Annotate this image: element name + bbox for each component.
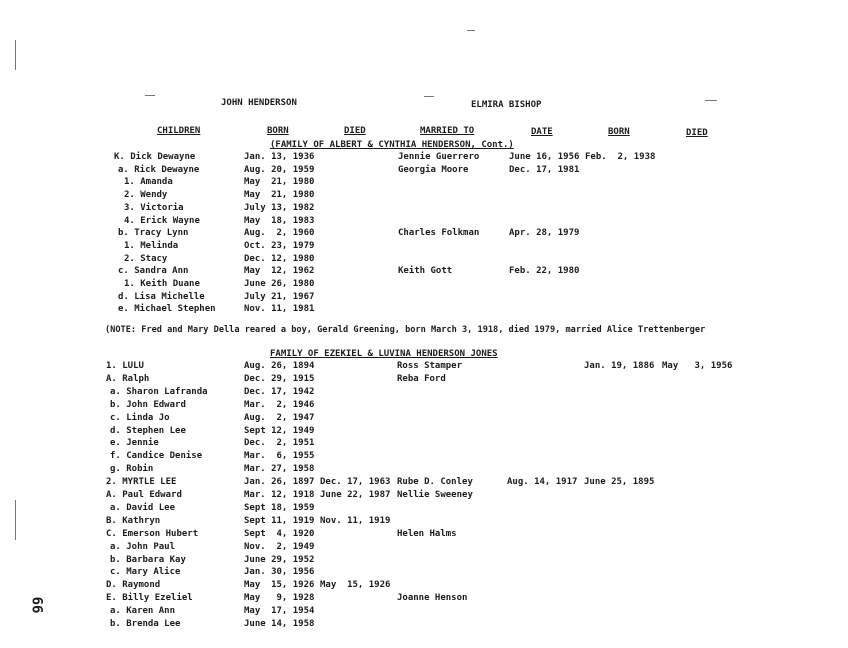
family1-name-cell: 1. Melinda <box>124 240 179 251</box>
husband-heading: JOHN HENDERSON <box>221 98 297 108</box>
family2-name-cell: C. Emerson Hubert <box>106 528 199 539</box>
family2-born-cell: Dec. 29, 1915 <box>244 373 315 384</box>
family1-born-cell: May 21, 1980 <box>244 177 315 188</box>
family1-name-cell: e. Michael Stephen <box>118 304 216 315</box>
family-note: (NOTE: Fred and Mary Della reared a boy, Gerald Greening, born March 3, 1918, died 1979, married Alice Trettenberger <box>105 325 706 335</box>
family2-married-cell: Ross Stamper <box>397 361 463 371</box>
family1-born-cell: Jan. 13, 1936 <box>244 152 315 162</box>
family2-born-cell: Mar. 6, 1955 <box>244 451 315 462</box>
col-married-to: MARRIED TO <box>420 126 475 136</box>
family2-died-cell: Nov. 11, 1919 <box>320 515 391 526</box>
family1-born-cell: July 21, 1967 <box>244 291 315 302</box>
family2-born-cell: Jan. 30, 1956 <box>244 567 315 578</box>
family2-date-cell: Aug. 14, 1917 <box>507 477 578 488</box>
family1-born-cell: May 21, 1980 <box>244 190 315 201</box>
family2-born-cell: Sept 12, 1949 <box>244 425 315 436</box>
col-born: BORN <box>267 126 289 136</box>
family1-born-cell: Oct. 23, 1979 <box>244 240 315 251</box>
family2-title: FAMILY OF EZEKIEL & LUVINA HENDERSON JONES <box>270 349 498 359</box>
family1-date-cell: Feb. 22, 1980 <box>509 266 580 277</box>
scan-mark <box>145 95 155 96</box>
family2-married-cell: Joanne Henson <box>397 593 468 604</box>
family2-name-cell: E. Billy Ezeliel <box>106 593 193 604</box>
family1-name-cell: 3. Victoria <box>124 202 184 213</box>
family1-name-cell: 2. Stacy <box>124 253 168 264</box>
family2-born-cell: Mar. 2, 1946 <box>244 399 315 410</box>
family1-born-cell: May 12, 1962 <box>244 266 315 277</box>
family1-born-cell: July 13, 1982 <box>244 202 315 213</box>
family2-married-cell: Reba Ford <box>397 373 446 384</box>
family2-name-cell: e. Jennie <box>110 438 159 449</box>
family1-name-cell: 4. Erick Wayne <box>124 215 200 226</box>
family2-name-cell: b. Brenda Lee <box>110 619 181 629</box>
family1-married-cell: Jennie Guerrero <box>398 152 480 162</box>
family1-married-cell: Keith Gott <box>398 266 453 277</box>
family1-born-cell: Aug. 20, 1959 <box>244 164 315 175</box>
family1-date-cell: Dec. 17, 1981 <box>509 164 580 175</box>
family2-born-cell: Dec. 17, 1942 <box>244 386 315 397</box>
family1-married-cell: Charles Folkman <box>398 228 480 239</box>
family1-name-cell: b. Tracy Lynn <box>118 228 189 239</box>
family2-name-cell: b. John Edward <box>110 399 186 410</box>
scan-mark <box>15 40 16 70</box>
col-date: DATE <box>531 127 553 137</box>
family2-name-cell: B. Kathryn <box>106 515 161 526</box>
family2-spouse-died-cell: May 3, 1956 <box>662 361 733 371</box>
family2-born-cell: May 15, 1926 <box>244 580 315 591</box>
family2-name-cell: 2. MYRTLE LEE <box>106 477 177 488</box>
family2-married-cell: Nellie Sweeney <box>397 490 473 500</box>
family2-name-cell: D. Raymond <box>106 580 161 591</box>
family2-married-cell: Helen Halms <box>397 528 457 539</box>
family2-name-cell: b. Barbara Kay <box>110 554 186 565</box>
family2-name-cell: g. Robin <box>110 464 154 475</box>
family2-name-cell: A. Paul Edward <box>106 490 182 500</box>
family2-born-cell: Sept 4, 1920 <box>244 528 315 539</box>
scan-mark <box>424 96 434 97</box>
family2-born-cell: Mar. 27, 1958 <box>244 464 315 475</box>
family2-born-cell: Jan. 26, 1897 <box>244 477 315 488</box>
page-number: 66 <box>28 596 45 614</box>
family2-name-cell: c. Linda Jo <box>110 412 170 423</box>
family2-spouse-born-cell: June 25, 1895 <box>584 477 655 488</box>
scan-mark <box>705 100 717 101</box>
family2-name-cell: A. Ralph <box>106 373 150 384</box>
family1-date-cell: June 16, 1956 <box>509 152 580 162</box>
wife-heading: ELMIRA BISHOP <box>471 100 542 110</box>
family2-born-cell: Dec. 2, 1951 <box>244 438 315 449</box>
family2-born-cell: June 29, 1952 <box>244 554 315 565</box>
col-children: CHILDREN <box>157 126 201 136</box>
family2-name-cell: f. Candice Denise <box>110 451 203 462</box>
family1-born-cell: Dec. 12, 1980 <box>244 253 315 264</box>
family2-born-cell: Sept 18, 1959 <box>244 502 315 513</box>
family2-married-cell: Rube D. Conley <box>397 477 473 488</box>
family1-name-cell: K. Dick Dewayne <box>114 152 196 162</box>
family2-name-cell: a. Karen Ann <box>110 606 176 617</box>
family2-born-cell: May 9, 1928 <box>244 593 315 604</box>
scan-mark <box>467 30 475 31</box>
family2-born-cell: June 14, 1958 <box>244 619 315 629</box>
family2-died-cell: June 22, 1987 <box>320 490 391 500</box>
family1-born-cell: Nov. 11, 1981 <box>244 304 315 315</box>
family2-spouse-born-cell: Jan. 19, 1886 <box>584 361 655 371</box>
family2-born-cell: Sept 11, 1919 <box>244 515 315 526</box>
family2-name-cell: c. Mary Alice <box>110 567 181 578</box>
scan-mark <box>15 500 16 540</box>
family2-name-cell: a. Sharon Lafranda <box>110 386 208 397</box>
col-died: DIED <box>344 126 366 136</box>
family1-name-cell: 2. Wendy <box>124 190 168 201</box>
family2-name-cell: 1. LULU <box>106 361 144 371</box>
col-spouse-born: BORN <box>608 127 630 137</box>
family2-name-cell: a. David Lee <box>110 502 176 513</box>
family1-name-cell: 1. Keith Duane <box>124 279 200 289</box>
family2-name-cell: a. John Paul <box>110 541 176 552</box>
family1-born-cell: May 18, 1983 <box>244 215 315 226</box>
family2-born-cell: Aug. 26, 1894 <box>244 361 315 371</box>
col-spouse-died: DIED <box>686 128 708 138</box>
family1-spouse-born-cell: Feb. 2, 1938 <box>585 152 656 162</box>
family1-name-cell: 1. Amanda <box>124 177 173 188</box>
family2-died-cell: Dec. 17, 1963 <box>320 477 391 488</box>
family2-died-cell: May 15, 1926 <box>320 580 391 591</box>
family1-born-cell: June 26, 1980 <box>244 279 315 289</box>
family1-name-cell: a. Rick Dewayne <box>118 164 200 175</box>
family1-married-cell: Georgia Moore <box>398 164 469 175</box>
family2-born-cell: Mar. 12, 1918 <box>244 490 315 500</box>
family1-name-cell: d. Lisa Michelle <box>118 291 205 302</box>
family2-name-cell: d. Stephen Lee <box>110 425 186 436</box>
family2-born-cell: Aug. 2, 1947 <box>244 412 315 423</box>
family1-title: (FAMILY OF ALBERT & CYNTHIA HENDERSON, Cont.) <box>270 140 514 150</box>
family1-date-cell: Apr. 28, 1979 <box>509 228 580 239</box>
family1-name-cell: c. Sandra Ann <box>118 266 189 277</box>
family2-born-cell: May 17, 1954 <box>244 606 315 617</box>
family1-born-cell: Aug. 2, 1960 <box>244 228 315 239</box>
family2-born-cell: Nov. 2, 1949 <box>244 541 315 552</box>
